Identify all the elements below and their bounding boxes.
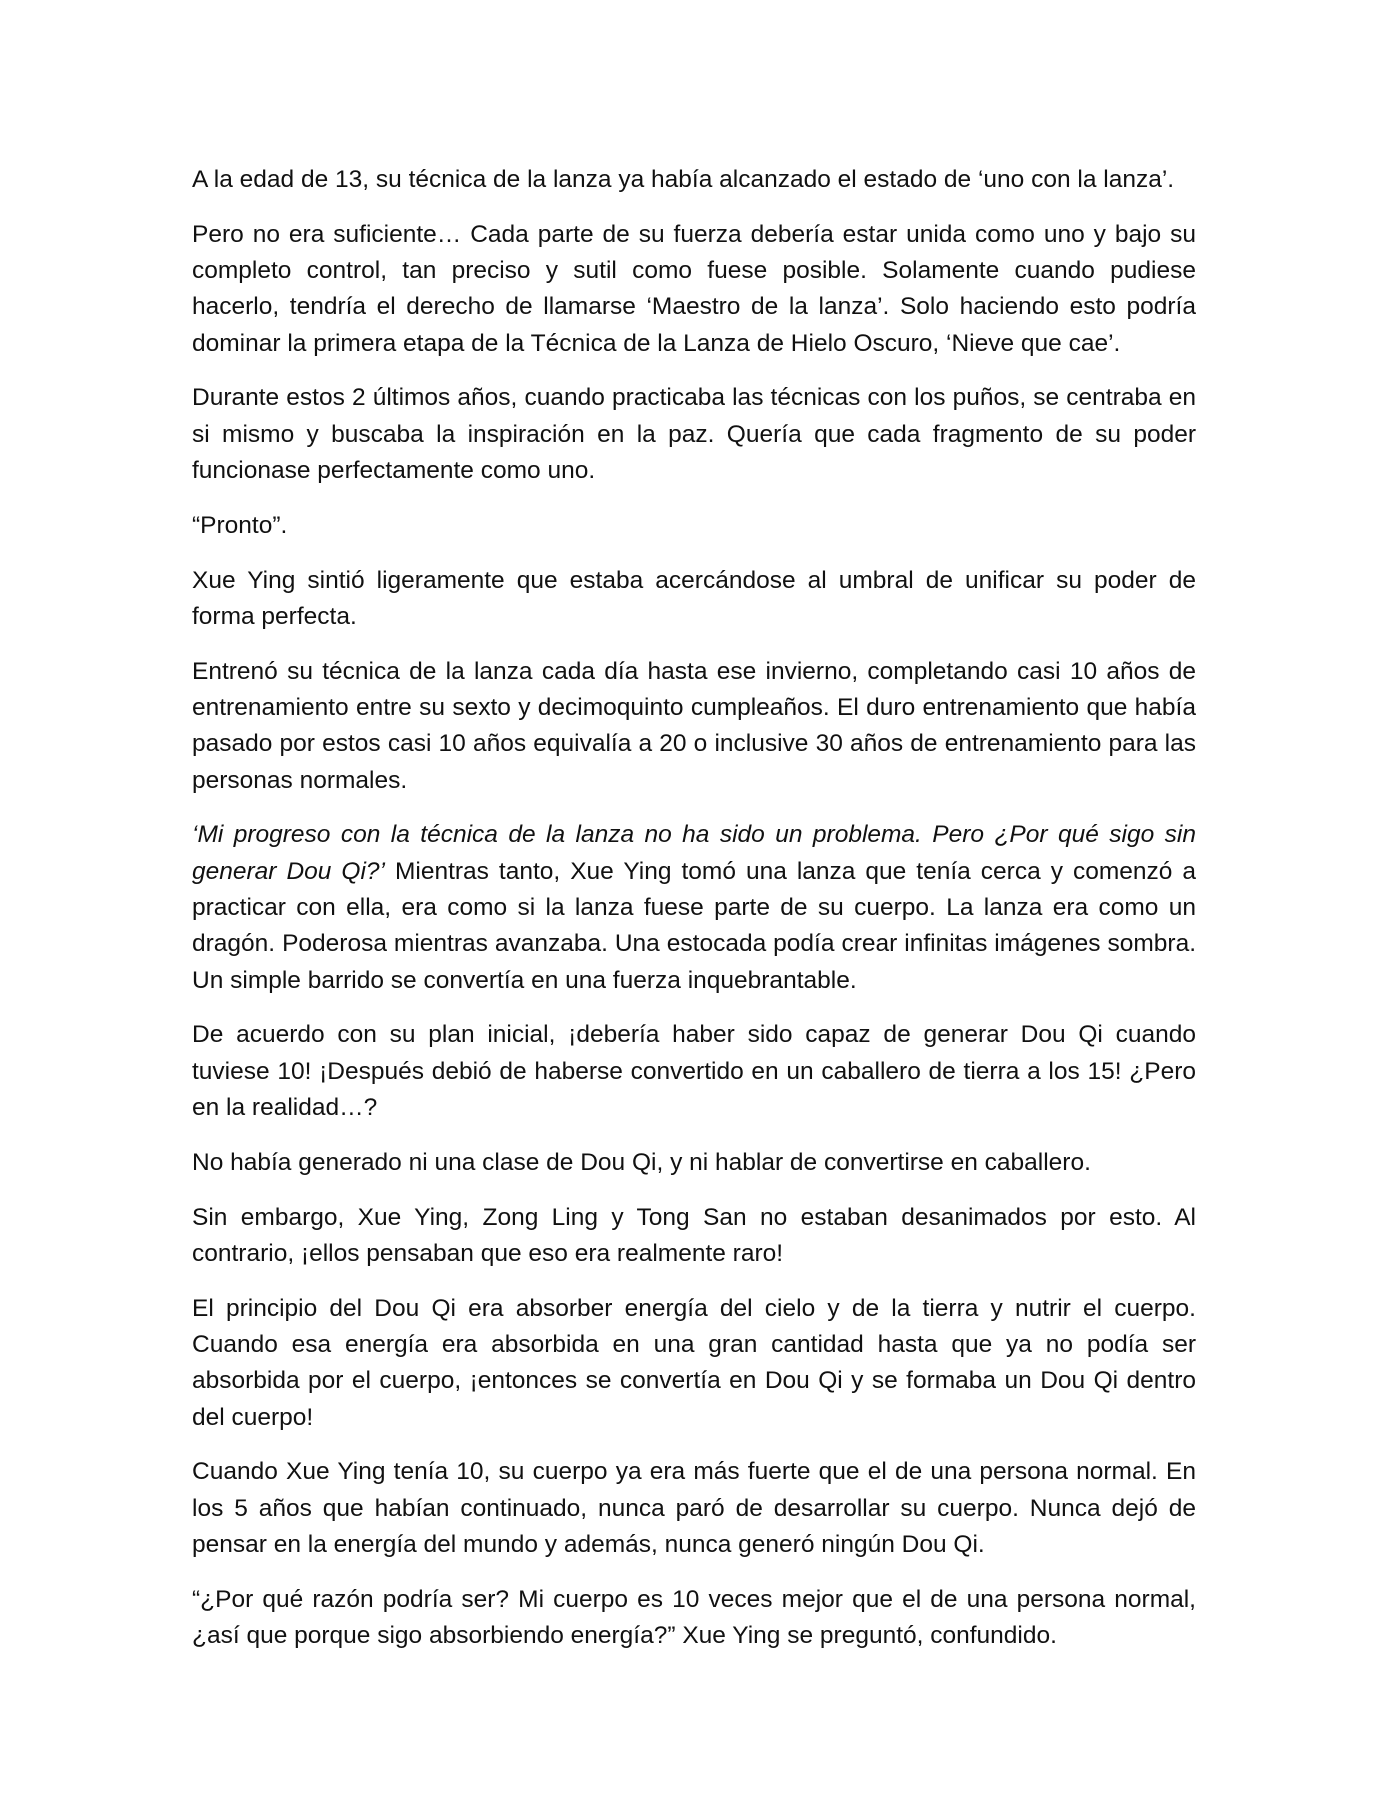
paragraph-2: Pero no era suficiente… Cada parte de su fuerza debería estar unida como uno y bajo su completo control, tan preciso y sutil como fuese posible. Solamente cuando pudiese hacerlo, tendría el derecho de llamarse ‘Maestro de la lanza’. Solo haciendo esto podría dominar la primera etapa de la Técnica de la Lanza de Hielo Oscuro, ‘Nieve que cae’. — [192, 220, 1196, 357]
paragraph-13: “¿Por qué razón podría ser? Mi cuerpo es 10 veces mejor que el de una persona normal, ¿así que porque sigo absorbiendo energía?” Xue Ying se preguntó, confundido. — [192, 1585, 1196, 1650]
paragraph-3: Durante estos 2 últimos años, cuando practicaba las técnicas con los puños, se centraba en si mismo y buscaba la inspiración en la paz. Quería que cada fragmento de su poder funcionase perfectamente como uno. — [192, 384, 1196, 485]
paragraph-7-italic-thought: ‘Mi progreso con la técnica de la lanza no ha sido un problema. Pero ¿Por qué sigo sin generar Dou Qi?’ — [192, 821, 1196, 885]
paragraph-1: A la edad de 13, su técnica de la lanza ya había alcanzado el estado de ‘uno con la lanza’. — [192, 166, 1175, 193]
paragraph-12: Cuando Xue Ying tenía 10, su cuerpo ya era más fuerte que el de una persona normal. En los 5 años que habían continuado, nunca paró de desarrollar su cuerpo. Nunca dejó de pensar en la energía del mundo y además, nunca generó ningún Dou Qi. — [192, 1458, 1196, 1558]
paragraph-7-text: Mientras tanto, Xue Ying tomó una lanza que tenía cerca y comenzó a practicar con ella, era como si la lanza fuese parte de su cuerpo. La lanza era como un dragón. Poderosa mientras avanzaba. Una estocada podía crear infinitas imágenes sombra. Un simple barrido se convertía en una fuerza inquebrantable. — [192, 857, 1196, 994]
paragraph-5: Xue Ying sintió ligeramente que estaba acercándose al umbral de unificar su poder de forma perfecta. — [192, 566, 1196, 630]
paragraph-10: Sin embargo, Xue Ying, Zong Ling y Tong San no estaban desanimados por esto. Al contrario, ¡ellos pensaban que eso era realmente raro! — [192, 1203, 1196, 1267]
paragraph-8: De acuerdo con su plan inicial, ¡debería haber sido capaz de generar Dou Qi cuando tuviese 10! ¡Después debió de haberse convertido en un caballero de tierra a los 15! ¿Pero en la realidad…? — [192, 1021, 1196, 1122]
document-page — [192, 162, 1196, 1673]
paragraph-4: “Pronto”. — [192, 511, 288, 539]
paragraph-6: Entrenó su técnica de la lanza cada día hasta ese invierno, completando casi 10 años de entrenamiento entre su sexto y decimoquinto cumpleaños. El duro entrenamiento que había pasado por estos casi 10 años equivalía a 20 o inclusive 30 años de entrenamiento para las personas normales. — [192, 657, 1196, 794]
paragraph-11: El principio del Dou Qi era absorber energía del cielo y de la tierra y nutrir el cuerpo. Cuando esa energía era absorbida en una gran cantidad hasta que ya no podía ser absorbida por el cuerpo, ¡entonces se convertía en Dou Qi y se formaba un Dou Qi dentro del cuerpo! — [192, 1294, 1196, 1431]
paragraph-7 — [192, 817, 1196, 998]
paragraph-9: No había generado ni una clase de Dou Qi, y ni hablar de convertirse en caballero. — [192, 1148, 1091, 1176]
